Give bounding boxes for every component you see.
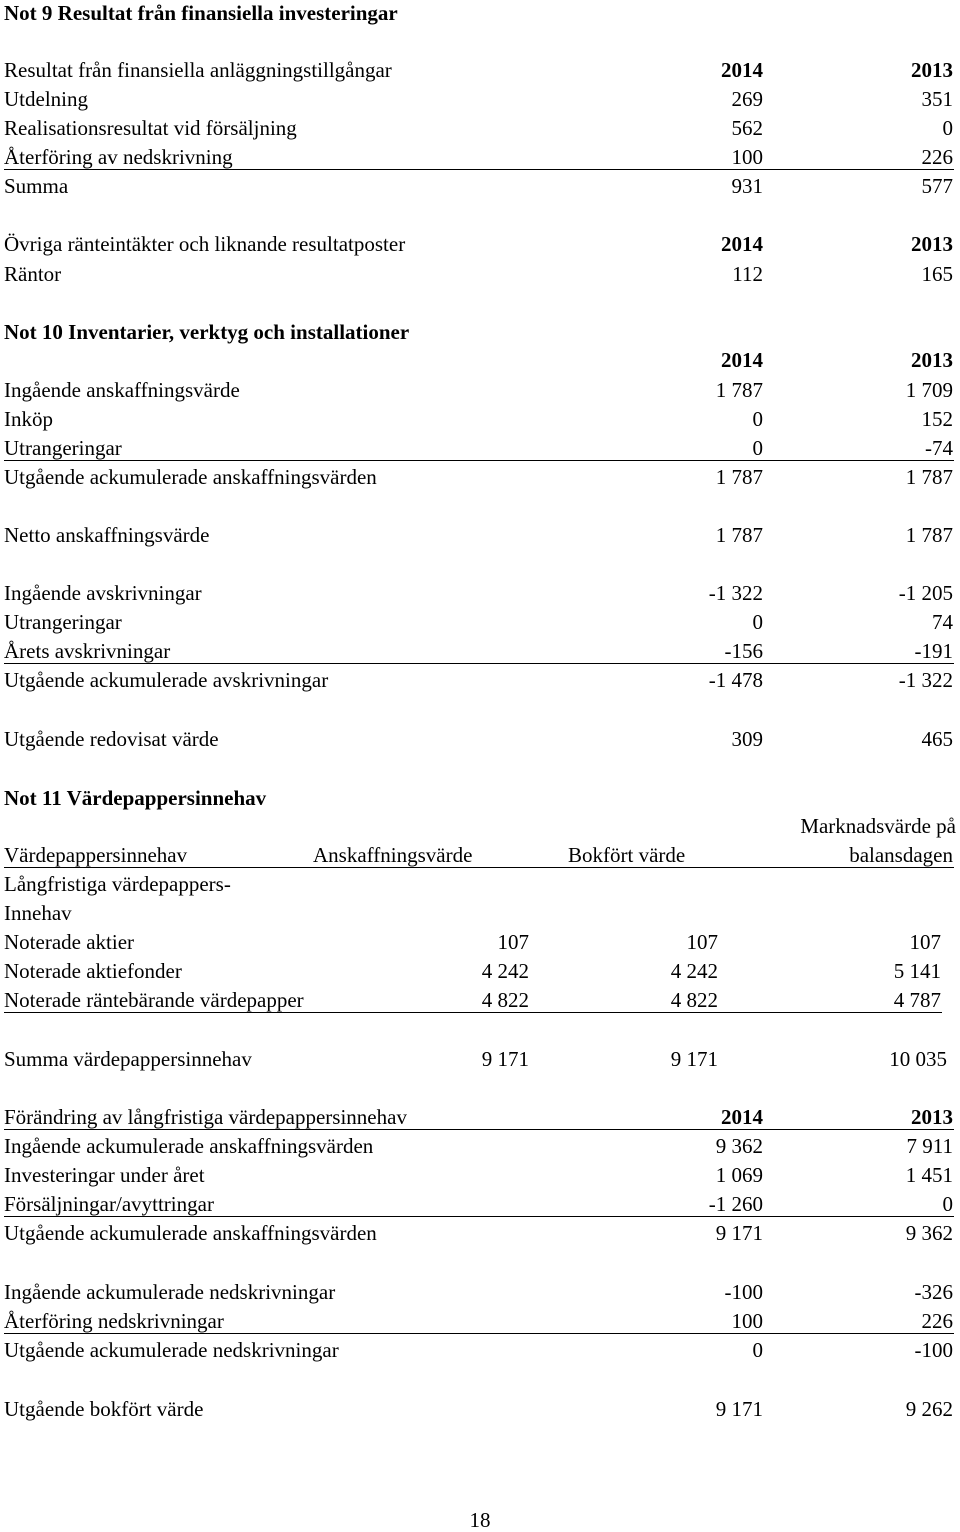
note10-row-v2: 152 <box>921 407 953 431</box>
note11-change-row-label: Utgående ackumulerade anskaffningsvärden <box>4 1221 377 1245</box>
divider <box>4 1216 954 1217</box>
note11-change-row-v2: 7 911 <box>906 1134 953 1158</box>
note10-year2: 2013 <box>911 348 953 372</box>
note11-row-v1: 4 822 <box>481 988 529 1012</box>
note11-header-col1: Anskaffningsvärde <box>313 843 473 867</box>
note10-year1: 2014 <box>721 348 763 372</box>
note11-group-label-line2: Innehav <box>4 901 72 925</box>
note11-header-col3-line1: Marknadsvärde på <box>800 814 956 838</box>
note9-row-label: Återföring av nedskrivning <box>4 145 233 169</box>
note9-row-label: Summa <box>4 174 69 198</box>
note11-change-year1: 2014 <box>721 1105 763 1129</box>
note10-row-v2: -1 322 <box>898 668 953 692</box>
note9-row-v1: 931 <box>731 174 763 198</box>
note11-row-v1: 9 171 <box>481 1047 529 1071</box>
note10-row-v2: -1 205 <box>898 581 953 605</box>
divider <box>4 1333 954 1334</box>
divider <box>4 867 954 868</box>
note11-change-row-v2: 9 362 <box>905 1221 953 1245</box>
note11-header-col3-line2: balansdagen <box>849 843 953 867</box>
note11-row-label: Noterade aktiefonder <box>4 959 182 983</box>
note10-row-v1: 0 <box>752 610 763 634</box>
note11-title: Not 11 Värdepappersinnehav <box>4 786 267 810</box>
note11-change-row-v1: -100 <box>724 1280 763 1304</box>
note10-row-v2: -74 <box>925 436 953 460</box>
note11-change-row-label: Investeringar under året <box>4 1163 205 1187</box>
note10-title: Not 10 Inventarier, verktyg och installationer <box>4 320 410 344</box>
note9-row-v2: 226 <box>921 145 953 169</box>
note11-group-label-line1: Långfristiga värdepappers- <box>4 872 231 896</box>
note10-row-label: Netto anskaffningsvärde <box>4 523 210 547</box>
divider <box>4 1129 954 1130</box>
divider <box>4 460 954 461</box>
note10-row-v1: -1 322 <box>708 581 763 605</box>
note11-row-v3: 10 035 <box>889 1047 947 1071</box>
note11-change-row-v1: -1 260 <box>708 1192 763 1216</box>
note9-row-v1: 562 <box>731 116 763 140</box>
note10-row-label: Ingående avskrivningar <box>4 581 202 605</box>
note9-row-v2: 165 <box>921 262 953 286</box>
note11-change-row-label: Försäljningar/avyttringar <box>4 1192 214 1216</box>
note11-change-row-v2: 226 <box>921 1309 953 1333</box>
note11-row-label: Noterade aktier <box>4 930 135 954</box>
note9-section2-heading: Övriga ränteintäkter och liknande resultatposter <box>4 232 406 256</box>
note11-row-v1: 107 <box>497 930 529 954</box>
note11-header-col2: Bokfört värde <box>568 843 686 867</box>
note10-row-v2: 1 787 <box>905 465 953 489</box>
note9-row-label: Realisationsresultat vid försäljning <box>4 116 297 140</box>
note11-change-row-v2: 1 451 <box>905 1163 953 1187</box>
note10-row-v1: 1 787 <box>715 523 763 547</box>
note11-change-row-v1: 100 <box>731 1309 763 1333</box>
note11-change-row-label: Utgående bokfört värde <box>4 1397 204 1421</box>
note11-change-row-v2: -100 <box>914 1338 953 1362</box>
note9-row-v1: 100 <box>731 145 763 169</box>
note9-s2-year1: 2014 <box>721 232 763 256</box>
note10-row-v2: -191 <box>914 639 953 663</box>
note10-row-label: Utgående redovisat värde <box>4 727 219 751</box>
note11-change-row-v2: 0 <box>942 1192 953 1216</box>
note10-row-v2: 1 709 <box>905 378 953 402</box>
note9-row-v2: 351 <box>921 87 953 111</box>
note11-change-row-v1: 0 <box>752 1338 763 1362</box>
note10-row-label: Utrangeringar <box>4 436 122 460</box>
note10-row-label: Utgående ackumulerade anskaffningsvärden <box>4 465 377 489</box>
note11-row-v2: 107 <box>686 930 718 954</box>
note10-row-v1: -156 <box>724 639 763 663</box>
note11-change-year2: 2013 <box>911 1105 953 1129</box>
note10-row-v2: 74 <box>932 610 953 634</box>
note11-change-row-label: Ingående ackumulerade anskaffningsvärden <box>4 1134 374 1158</box>
note11-change-row-v1: 9 171 <box>715 1221 763 1245</box>
note9-row-v1: 112 <box>732 262 763 286</box>
note10-row-label: Utgående ackumulerade avskrivningar <box>4 668 329 692</box>
note11-row-v2: 4 242 <box>670 959 718 983</box>
note11-change-heading: Förändring av långfristiga värdepappersinnehav <box>4 1105 407 1129</box>
note11-row-v1: 4 242 <box>481 959 529 983</box>
note11-row-label: Summa värdepappersinnehav <box>4 1047 252 1071</box>
note11-change-row-v1: 9 362 <box>715 1134 763 1158</box>
note10-row-label: Ingående anskaffningsvärde <box>4 378 240 402</box>
note10-row-v1: 1 787 <box>715 378 763 402</box>
page-number: 18 <box>469 1508 491 1532</box>
note10-row-v1: 1 787 <box>715 465 763 489</box>
note9-s1-year2: 2013 <box>911 58 953 82</box>
note10-row-label: Årets avskrivningar <box>4 639 171 663</box>
note9-title: Not 9 Resultat från finansiella investeringar <box>4 1 398 25</box>
divider <box>4 663 954 664</box>
note11-change-row-v2: -326 <box>914 1280 953 1304</box>
note11-row-v3: 5 141 <box>893 959 941 983</box>
note10-row-v1: 0 <box>752 407 763 431</box>
note9-row-label: Utdelning <box>4 87 88 111</box>
note11-change-row-v1: 1 069 <box>715 1163 763 1187</box>
note11-row-v2: 9 171 <box>670 1047 718 1071</box>
note10-row-v1: 309 <box>731 727 763 751</box>
note11-row-v2: 4 822 <box>670 988 718 1012</box>
note10-row-v2: 465 <box>921 727 953 751</box>
note9-row-v2: 0 <box>942 116 953 140</box>
divider <box>4 169 954 170</box>
note9-row-v1: 269 <box>731 87 763 111</box>
note11-change-row-label: Utgående ackumulerade nedskrivningar <box>4 1338 339 1362</box>
note11-row-label: Noterade räntebärande värdepapper <box>4 988 304 1012</box>
note11-change-row-v1: 9 171 <box>715 1397 763 1421</box>
note9-section1-heading: Resultat från finansiella anläggningstillgångar <box>4 58 392 82</box>
note11-header-col0: Värdepappersinnehav <box>4 843 188 867</box>
divider <box>4 1012 942 1013</box>
note9-row-v2: 577 <box>921 174 953 198</box>
note10-row-label: Inköp <box>4 407 53 431</box>
note10-row-v1: 0 <box>752 436 763 460</box>
note11-row-v3: 107 <box>909 930 941 954</box>
note11-change-row-v2: 9 262 <box>905 1397 953 1421</box>
note10-row-v2: 1 787 <box>905 523 953 547</box>
note11-change-row-label: Återföring nedskrivningar <box>4 1309 224 1333</box>
note11-change-row-label: Ingående ackumulerade nedskrivningar <box>4 1280 336 1304</box>
note9-s1-year1: 2014 <box>721 58 763 82</box>
note9-s2-year2: 2013 <box>911 232 953 256</box>
note10-row-v1: -1 478 <box>708 668 763 692</box>
note10-row-label: Utrangeringar <box>4 610 122 634</box>
note9-row-label: Räntor <box>4 262 62 286</box>
note11-row-v3: 4 787 <box>893 988 941 1012</box>
